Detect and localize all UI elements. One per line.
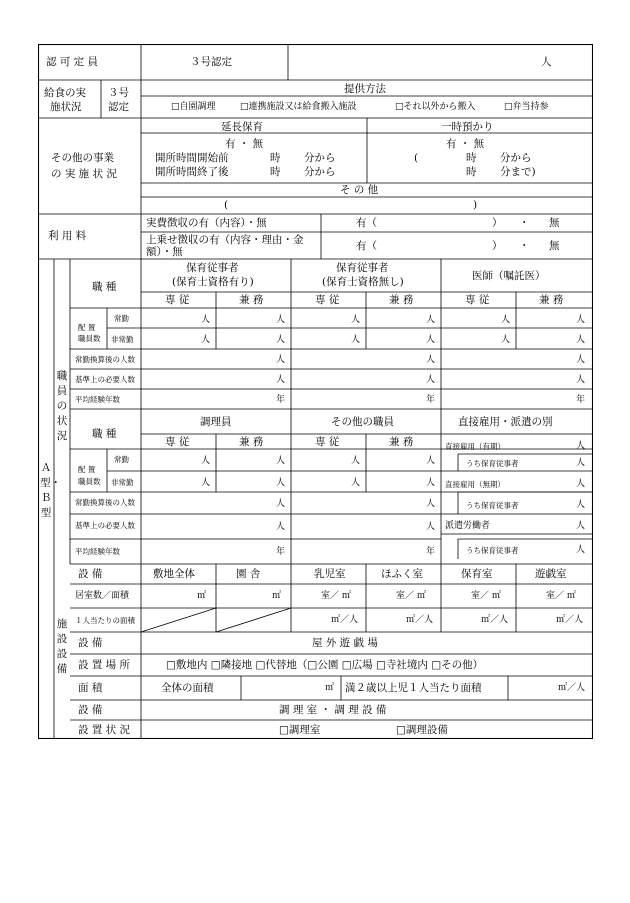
staff2-col1: 調理員	[200, 416, 232, 428]
riyoryo-yu-2: 有（	[356, 240, 377, 252]
riyoryo-label: 利 用 料	[48, 230, 87, 242]
riyoryo-dot-2: ・	[519, 240, 530, 252]
staff2-haichi-1: 配 置	[78, 465, 96, 474]
man2-label: 満２歳以上児１人当たり面積	[345, 682, 482, 694]
staff2-r4-nin-1: 人	[276, 522, 286, 532]
kyushoku-option-2: □連携施設又は給食搬入施設	[240, 102, 357, 112]
staff1-r1-nin-4: 人	[426, 315, 436, 325]
kyushoku-option-1: □自園調理	[171, 102, 216, 112]
okugai-title: 屋 外 遊 戯 場	[312, 637, 378, 649]
kyushoku-gou-1: ３号	[108, 87, 129, 99]
kyoshitsu-m2-1: ㎡	[197, 591, 207, 601]
jokyo-label: 設 置 状 況	[78, 724, 131, 736]
staff1-r3-nin-2: 人	[426, 355, 436, 365]
setsubi-label-1: 設 備	[78, 568, 103, 580]
staff1-haichi-1: 配 置	[78, 323, 96, 332]
staff2-kenmu-2: 兼 務	[389, 436, 414, 448]
staff1-r1-nin-1: 人	[201, 315, 211, 325]
staff2-r1-nin-2: 人	[276, 456, 286, 466]
riyoryo-dot-1: ・	[519, 217, 530, 229]
staff1-kenmu-2: 兼 務	[389, 294, 414, 306]
staff2-r1-nin-3: 人	[351, 456, 361, 466]
encho-start-label: 開所時間開始前	[155, 152, 229, 164]
sonota-other-open: (	[224, 199, 229, 211]
room-nyuji: 乳児室	[314, 568, 346, 580]
riyoryo-uwanose-2: 額）・無	[146, 246, 183, 258]
staff2-hitsuyo: 基準上の必要人数	[75, 521, 135, 530]
staff1-r4-nin-1: 人	[276, 375, 286, 385]
staff2-uchi-2: うち保育従事者	[466, 501, 519, 510]
staff2-uchi-1-nin: 人	[576, 458, 586, 468]
ichiji-end-ji: 時	[466, 166, 477, 178]
staff2-yuki: 直接雇用（有期）	[445, 442, 505, 451]
staff2-heikin: 平均経験年数	[75, 547, 120, 556]
chorisetsubi-checkbox[interactable]: □調理設備	[396, 724, 448, 736]
staff1-jokin: 常勤	[114, 314, 129, 323]
staff1-r4-nin-3: 人	[576, 375, 586, 385]
kyoshitsu-sm2-4: 室／ ㎡	[546, 591, 576, 601]
staff1-kenmu-1: 兼 務	[239, 294, 264, 306]
basho-options: □敷地内 □隣接地 □代替地（□公園 □広場 □寺社境内 □その他）	[166, 659, 484, 671]
staff2-jokin: 常勤	[114, 455, 129, 464]
staff1-r1-nin-2: 人	[276, 315, 286, 325]
staff1-col2-1: 保育従事者	[336, 262, 389, 274]
staff1-hitsuyo: 基準上の必要人数	[75, 375, 135, 384]
menseki-label: 面 積	[78, 682, 103, 694]
staff2-hijokin: 非常勤	[111, 478, 134, 487]
basho-label: 設 置 場 所	[78, 659, 131, 671]
staff2-r5-nen-2: 年	[426, 547, 436, 557]
ninka-unit: 人	[541, 56, 552, 68]
kyushoku-label-1: 給食の実	[44, 87, 86, 99]
staff1-col1-1: 保育従事者	[186, 262, 239, 274]
staff1-r5-nen-2: 年	[426, 395, 436, 405]
staff2-senju-2: 専 従	[315, 436, 340, 448]
staff1-col1-2: (保育士資格有り)	[172, 276, 254, 288]
staff2-kenmu-1: 兼 務	[239, 436, 264, 448]
ichiji-header: 一時預かり	[441, 121, 494, 133]
staff1-r2-nin-2: 人	[276, 335, 286, 345]
form-grid	[38, 44, 593, 739]
ichiji-start-ji: 時	[466, 152, 477, 164]
ichiji-made: 分まで)	[500, 166, 536, 178]
kyoshitsu-sm2-3: 室／ ㎡	[471, 591, 501, 601]
staff2-kanzan: 常勤換算後の人数	[75, 498, 135, 507]
hitori-m2n-1: ㎡／人	[331, 615, 359, 625]
staff2-col2: その他の職員	[331, 416, 394, 428]
room-ensha: 園 舎	[236, 568, 261, 580]
zentai-label: 全体の面積	[161, 682, 214, 694]
sonota-label-1: その他の事業	[51, 152, 114, 164]
ichiji-umu: 有 ・ 無	[446, 138, 485, 150]
staff1-shokushu: 職 種	[92, 281, 117, 293]
encho-start-ji: 時	[270, 152, 281, 164]
riyoryo-mu-1: 無	[549, 217, 560, 229]
room-hofuku: ほふく室	[381, 568, 423, 580]
hitori-m2n-4: ㎡／人	[556, 615, 584, 625]
staff2-r2-nin-3: 人	[351, 478, 361, 488]
staff1-hijokin: 非常勤	[111, 335, 134, 344]
staff1-senju-3: 専 従	[465, 294, 490, 306]
staff1-r2-nin-4: 人	[426, 335, 436, 345]
staff2-haken: 派遣労働者	[445, 521, 491, 531]
staff2-muki: 直接雇用（無期）	[445, 480, 505, 489]
ichiji-kara: 分から	[500, 152, 532, 164]
kyoshitsu-sm2-2: 室／ ㎡	[396, 591, 426, 601]
staff2-haichi-2: 職員数	[78, 477, 101, 486]
room-shikichi: 敷地全体	[153, 568, 195, 580]
staff1-col3: 医師（嘱託医）	[472, 270, 546, 282]
sonota-other-close: )	[473, 199, 478, 211]
hitori-m2n-2: ㎡／人	[406, 615, 434, 625]
room-hoiku: 保育室	[461, 568, 493, 580]
staff1-haichi-2: 職員数	[78, 334, 101, 343]
ninka-label: 認 可 定 員	[46, 56, 99, 68]
kyushoku-option-4: □弁当持参	[504, 102, 549, 112]
staff1-r3-nin-1: 人	[276, 355, 286, 365]
kyushoku-header: 提供方法	[344, 83, 386, 95]
riyoryo-jippi: 実費徴収の有（内容）・無	[146, 217, 267, 229]
staff2-haken-nin: 人	[576, 521, 586, 531]
chori-title: 調 理 室 ・ 調 理 設 備	[279, 704, 387, 716]
shokuin-label: 職員の状況	[56, 370, 68, 442]
staff2-yuki-nin: 人	[576, 441, 586, 451]
setsubi-label-3: 設 備	[78, 704, 103, 716]
staff1-kenmu-3: 兼 務	[539, 294, 564, 306]
riyoryo-yu-1: 有（	[356, 217, 377, 229]
encho-start-kara: 分から	[304, 152, 336, 164]
kyushoku-option-3: □それ以外から搬入	[395, 102, 476, 112]
staff2-uchi-3: うち保育従事者	[466, 546, 519, 555]
staff1-senju-1: 専 従	[165, 294, 190, 306]
zentai-m2: ㎡	[325, 683, 335, 693]
staff1-r1-nin-5: 人	[501, 315, 511, 325]
staff2-r1-nin-1: 人	[201, 456, 211, 466]
kyushoku-gou-2: 認定	[108, 101, 129, 113]
staff2-uchi-3-nin: 人	[576, 545, 586, 555]
riyoryo-close-1: ）	[492, 217, 503, 229]
riyoryo-mu-2: 無	[549, 240, 560, 252]
encho-header: 延長保育	[221, 121, 263, 133]
staff2-r2-nin-1: 人	[201, 478, 211, 488]
riyoryo-close-2: ）	[492, 240, 503, 252]
staff1-col2-2: (保育士資格無し)	[322, 276, 404, 288]
kyoshitsu-label: 居室数／面積	[75, 591, 130, 601]
man2-m2n: ㎡／人	[558, 683, 586, 693]
staff2-col3: 直接雇用・派遣の別	[458, 416, 553, 428]
staff2-r2-nin-4: 人	[426, 478, 436, 488]
staff1-r2-nin-1: 人	[201, 335, 211, 345]
hitori-m2n-3: ㎡／人	[481, 615, 509, 625]
staff2-r2-nin-2: 人	[276, 478, 286, 488]
staff2-senju-1: 専 従	[165, 436, 190, 448]
staff1-r2-nin-6: 人	[576, 335, 586, 345]
encho-end-ji: 時	[270, 166, 281, 178]
staff2-uchi-1: うち保育従事者	[466, 459, 519, 468]
sonota-label-2: の 実 施 状 況	[51, 168, 117, 180]
staff1-r5-nen-1: 年	[276, 395, 286, 405]
staff1-r1-nin-6: 人	[576, 315, 586, 325]
staff1-r2-nin-3: 人	[351, 335, 361, 345]
staff1-heikin: 平均経験年数	[75, 395, 120, 404]
staff1-r3-nin-3: 人	[576, 355, 586, 365]
room-yugi: 遊戯室	[535, 568, 567, 580]
sonota-other-header: そ の 他	[340, 184, 379, 196]
staff2-r4-nin-2: 人	[426, 522, 436, 532]
hitori-label: １人当たりの面積	[75, 616, 135, 625]
kyoshitsu-sm2-1: 室／ ㎡	[321, 591, 351, 601]
staff2-r3-nin-1: 人	[276, 499, 286, 509]
staff2-muki-nin: 人	[576, 479, 586, 489]
staff1-senju-2: 専 従	[315, 294, 340, 306]
ninka-type: ３号認定	[190, 56, 232, 68]
staff2-r1-nin-4: 人	[426, 456, 436, 466]
staff1-r5-nen-3: 年	[576, 395, 586, 405]
kyushoku-label-2: 施状況	[50, 101, 82, 113]
staff2-r5-nen-1: 年	[276, 547, 286, 557]
staff2-shokushu: 職 種	[92, 428, 117, 440]
staff1-r4-nin-2: 人	[426, 375, 436, 385]
shisetsu-label: 施設設備	[56, 618, 68, 675]
setsubi-label-2: 設 備	[78, 637, 103, 649]
staff2-r3-nin-2: 人	[426, 499, 436, 509]
ichiji-paren-open: (	[414, 152, 419, 164]
staff1-r2-nin-5: 人	[501, 335, 511, 345]
staff2-uchi-2-nin: 人	[576, 500, 586, 510]
chorishitsu-checkbox[interactable]: □調理室	[279, 724, 321, 736]
encho-end-label: 開所時間終了後	[155, 166, 229, 178]
staff1-r1-nin-3: 人	[351, 315, 361, 325]
staff1-kanzan: 常勤換算後の人数	[75, 355, 135, 364]
ab-type-label: Ａ型・Ｂ型	[40, 462, 61, 519]
encho-umu: 有 ・ 無	[225, 138, 264, 150]
form-sheet	[38, 44, 593, 739]
riyoryo-uwanose-1: 上乗せ徴収の有（内容・理由・金	[146, 234, 304, 246]
encho-end-kara: 分から	[304, 166, 336, 178]
kyoshitsu-m2-2: ㎡	[272, 591, 282, 601]
